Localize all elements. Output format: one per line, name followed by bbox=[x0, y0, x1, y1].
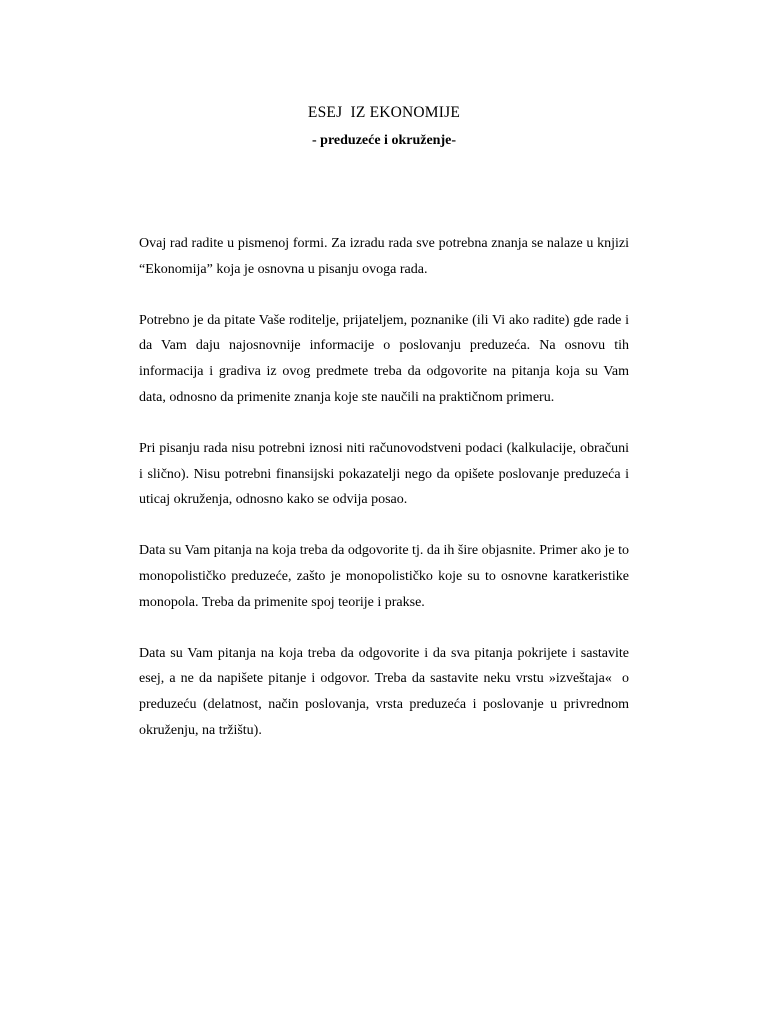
paragraph-4: Data su Vam pitanja na koja treba da odgovorite tj. da ih šire objasnite. Primer ako je to monopolističko preduzeće, zašto je monopolističko koje su to osnovne karatkeristike monopola. Treba da primenite spoj teorije i prakse. bbox=[139, 543, 633, 610]
document-body bbox=[139, 231, 633, 769]
paragraph-5: Data su Vam pitanja na koja treba da odgovorite i da sva pitanja pokrijete i sastavite esej, a ne da napišete pitanje i odgovor. Treba da sastavite neku vrstu »izveštaja« o preduzeću (delatnost, način poslovanja, vrsta preduzeća i poslovanje u privrednom okruženju, na tržištu). bbox=[139, 645, 633, 738]
document-title: ESEJ IZ EKONOMIJE bbox=[307, 104, 461, 121]
paragraph-1: Ovaj rad radite u pismenoj formi. Za izradu rada sve potrebna znanja se nalaze u knjizi “Ekonomija” koja je osnovna u pisanju ovoga rada. bbox=[139, 236, 633, 277]
paragraph-3: Pri pisanju rada nisu potrebni iznosi niti računovodstveni podaci (kalkulacije, obračuni i slično). Nisu potrebni finansijski pokazatelji nego da opišete poslovanje preduzeća i uticaj okruženja, odnosno kako se odvija posao. bbox=[139, 440, 633, 508]
paragraph-2: Potrebno je da pitate Vaše roditelje, prijateljem, poznanike (ili Vi ako radite) gde rade i da Vam daju najosnovnije informacije o poslovanju preduzeća. Na osnovu tih informacija i gradiva iz ovog predmete treba da odgovorite na pitanja koja su Vam data, odnosno da primenite znanja koje ste naučili na praktičnom primeru. bbox=[139, 312, 633, 405]
document-subtitle: - preduzeće i okruženje- bbox=[312, 133, 456, 148]
